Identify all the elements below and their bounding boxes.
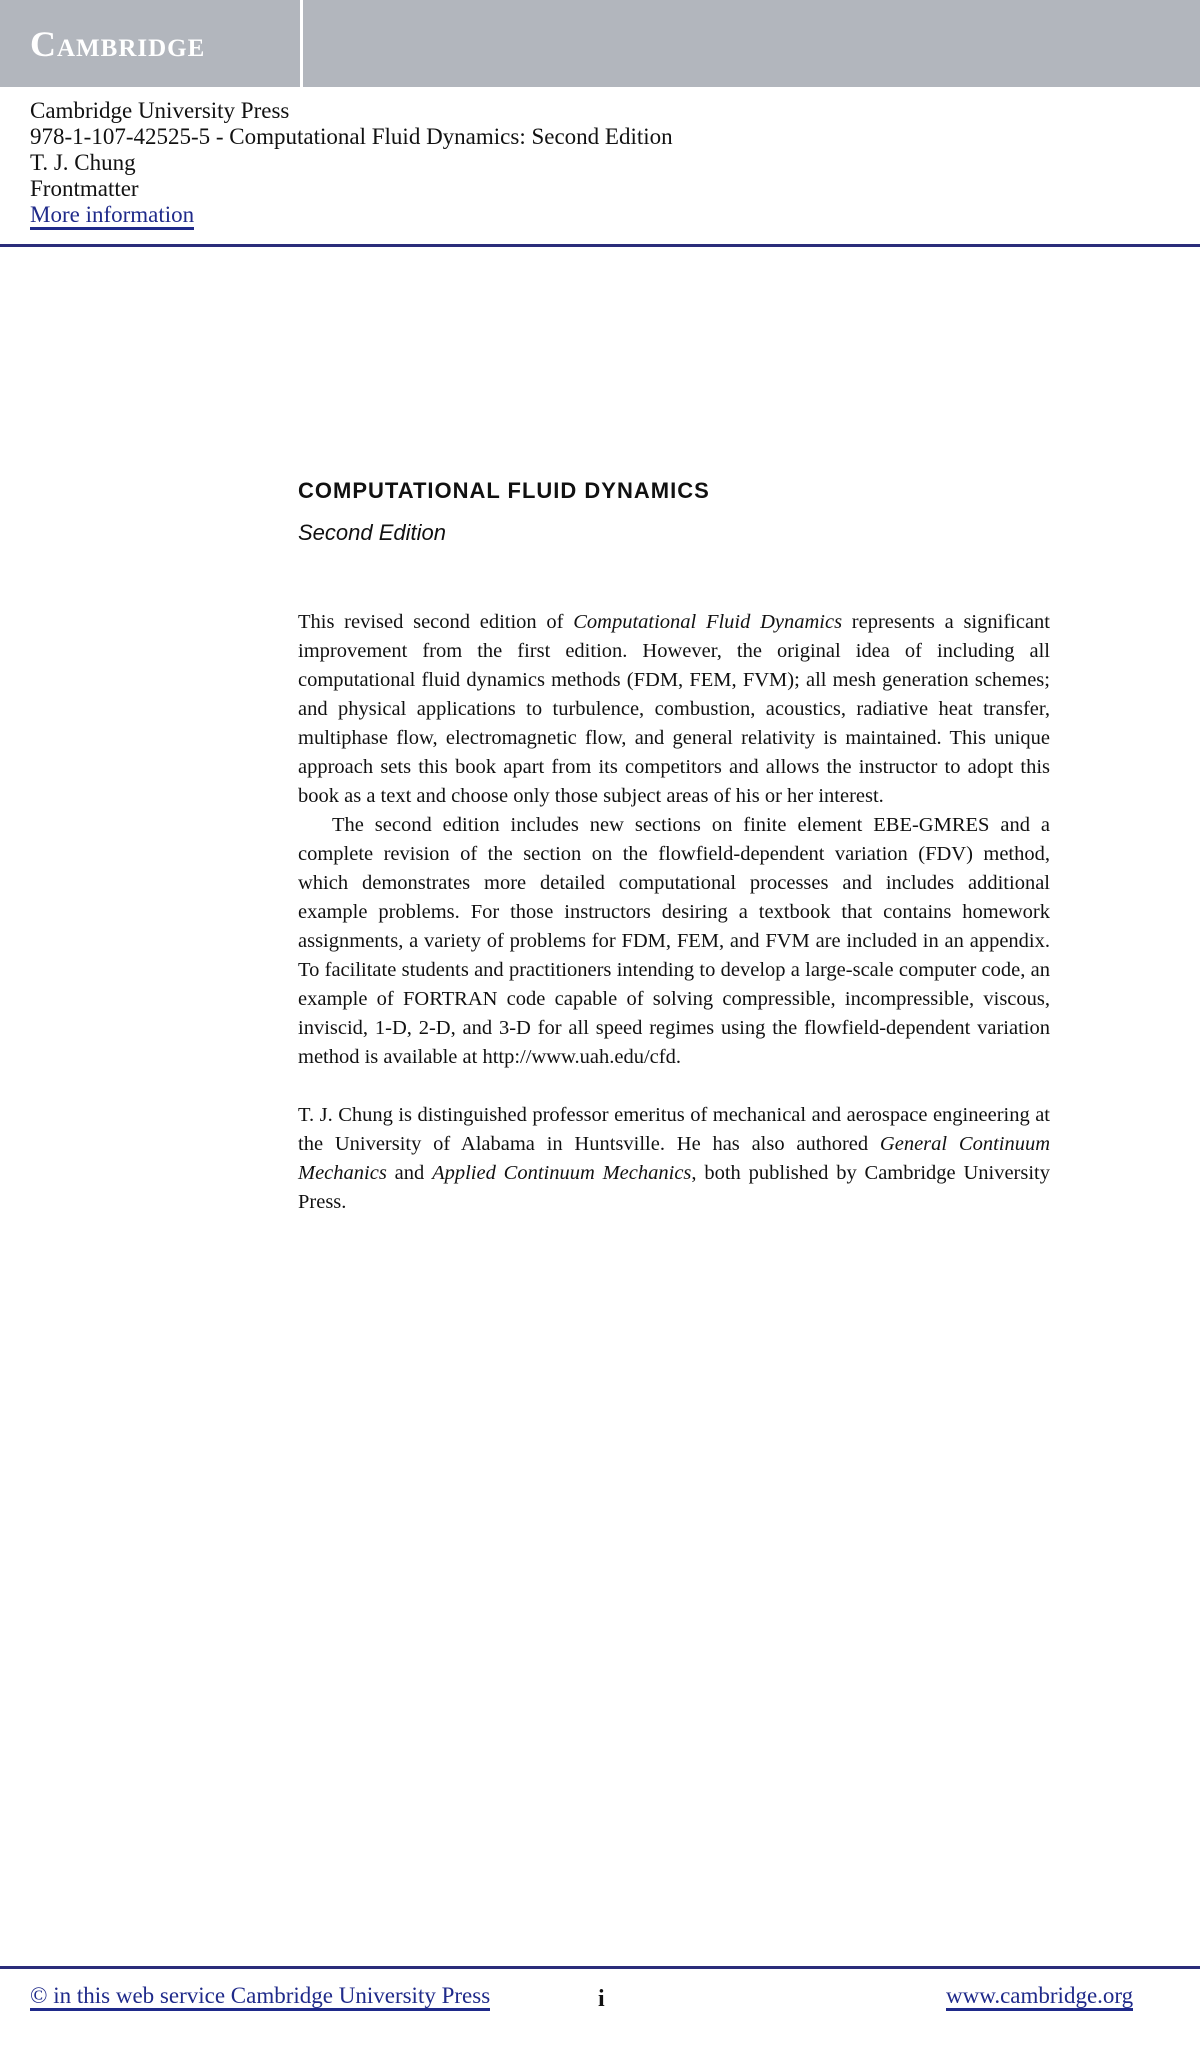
author-name: T. J. Chung [30,150,136,175]
publisher-name: Cambridge University Press [30,98,290,123]
cambridge-logo[interactable]: Cambridge [30,23,206,64]
header-bar [0,0,1200,87]
copyright-link[interactable]: © in this web service Cambridge University Press [30,1984,490,2011]
book-description [298,608,1050,1217]
paragraph-author-bio: T. J. Chung is distinguished professor emeritus of mechanical and aerospace engineering at the University of Alabama in Huntsville. He has also authored General Continuum Mechanics and Applied Continuum Mechanics, both published by Cambridge University Press. [298,1104,1051,1213]
website-link[interactable]: www.cambridge.org [946,1984,1133,2011]
page-title: COMPUTATIONAL FLUID DYNAMICS [298,478,710,503]
paragraph-second-edition: The second edition includes new sections on finite element EBE-GMRES and a complete revision of the section on the flowfield-dependent variation (FDV) method, which demonstrates more detailed computational processes and includes additional example problems. For those instructors desiring a textbook that contains homework assignments, a variety of problems for FDM, FEM, and FVM are included in an appendix. To facilitate students and practitioners intending to develop a large-scale computer code, an example of FORTRAN code capable of solving compressible, incompressible, viscous, inviscid, 1-D, 2-D, and 3-D for all speed regimes using the flowfield-dependent variation method is available at http://www.uah.edu/cfd. [298,814,1050,1068]
header-rule [0,244,1200,247]
more-information-link[interactable]: More information [30,203,194,230]
footer-rule [0,1966,1200,1969]
paragraph-intro: This revised second edition of Computational Fluid Dynamics represents a significant improvement from the first edition. However, the original idea of including all computational fluid dynamics methods (FDM, FEM, FVM); all mesh generation schemes; and physical applications to turbulence, combustion, acoustics, radiative heat transfer, multiphase flow, electromagnetic flow, and general relativity is maintained. This unique approach sets this book apart from its competitors and allows the instructor to adopt this book as a text and choose only those subject areas of his or her interest. [298,611,1050,807]
section-name: Frontmatter [30,176,139,201]
isbn-title: 978-1-107-42525-5 - Computational Fluid Dynamics: Second Edition [30,124,673,149]
logo-block [0,0,303,87]
edition-subtitle: Second Edition [298,520,446,545]
page-number: i [598,1986,605,2012]
book-metadata [30,98,673,230]
